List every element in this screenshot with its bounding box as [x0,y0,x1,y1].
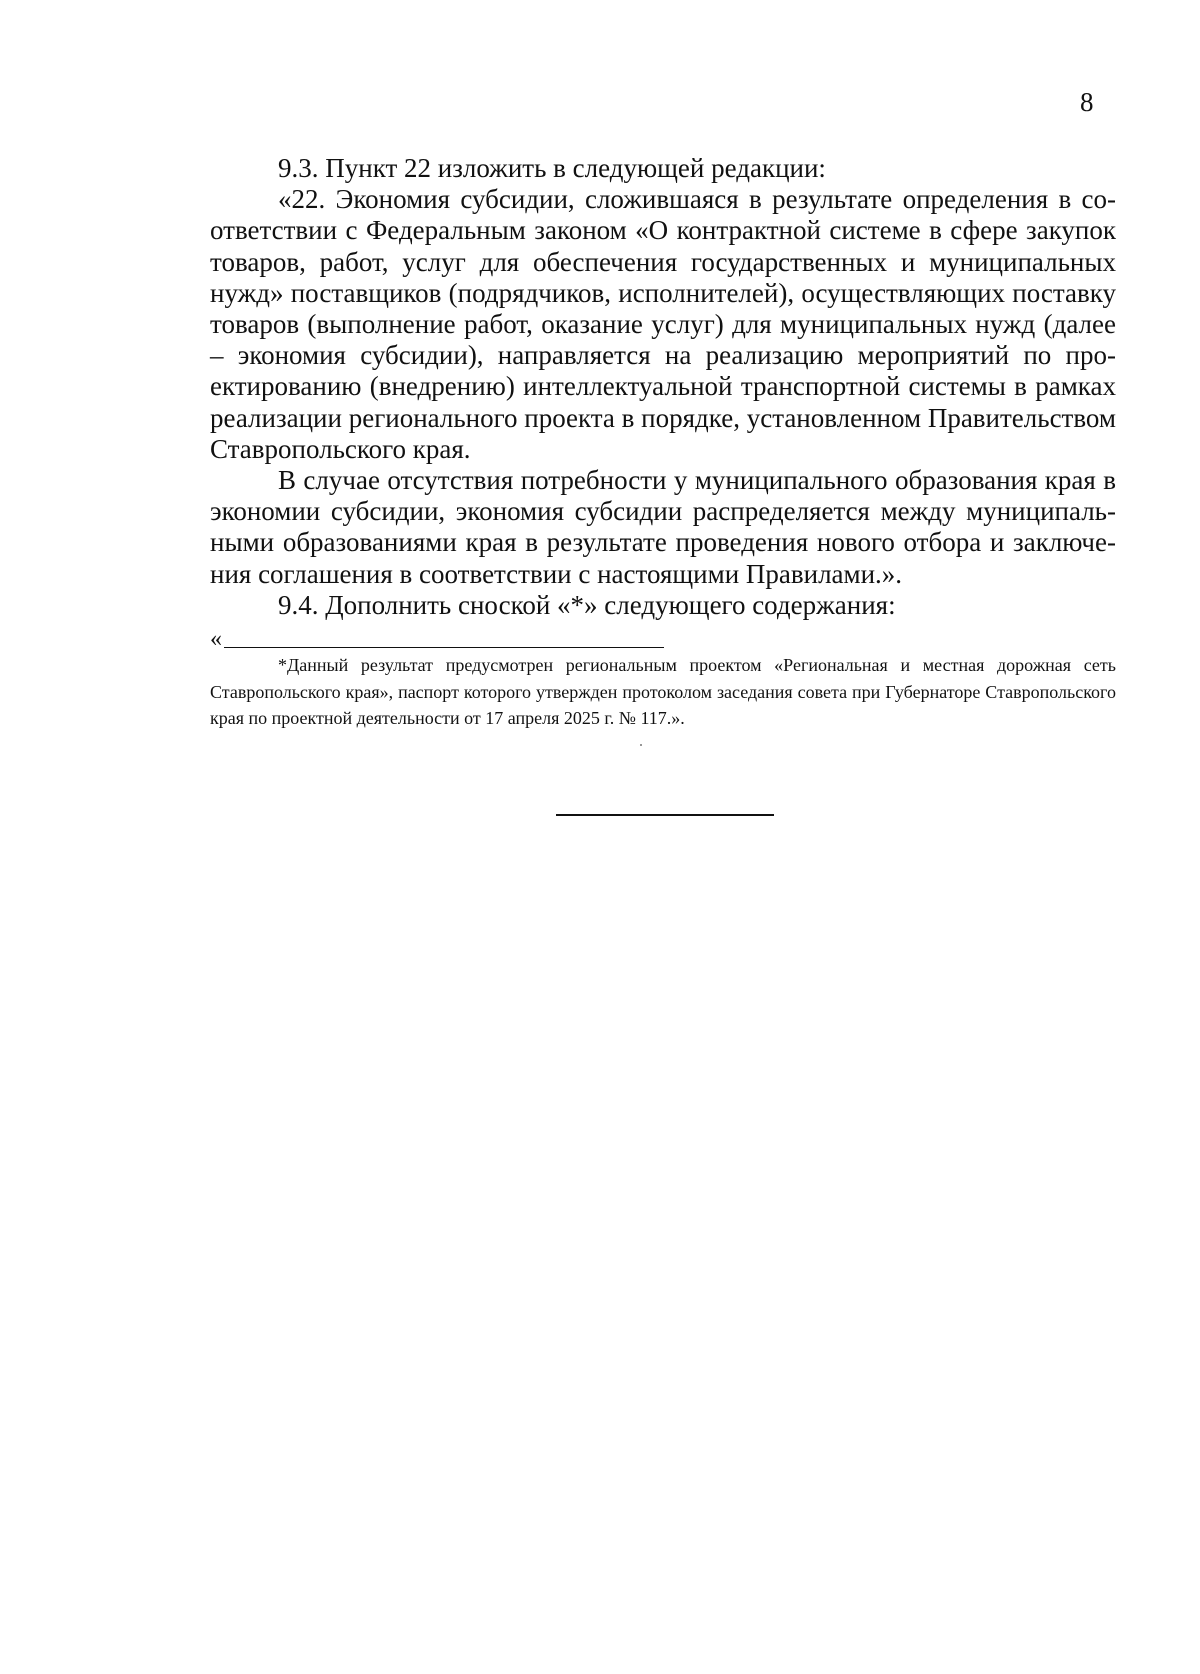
end-of-document-line [556,814,774,816]
main-text [210,153,1116,621]
scan-speck [640,744,642,746]
paragraph-no-need: В случае отсутствия потребности у муниципального образования края в экономии субсидии, экономия субсидии распределяется между муниципальными образованиями края в результате проведения нового отбора и заключения соглашения в соответствии с настоящими Правилами.». [210,465,1116,589]
footnote-separator [210,626,610,652]
paragraph-9-3: 9.3. Пункт 22 изложить в следующей редакции: [278,153,826,183]
footnote-open-quote: « [210,626,222,652]
paragraph-22-text: «22. Экономия субсидии, сложившаяся в результате определения в соответствии с Федеральным законом «О контрактной системе в сфере закупок товаров, работ, услуг для обеспечения государственных и муниципальных нужд» поставщиков (подрядчиков, исполнителей), осуществляющих поставку товаров (выполнение работ, оказание услуг) для муниципальных нужд (далее – экономия субсидии), направляется на реализацию мероприятий по проектированию (внедрению) интеллектуальной транспортной системы в рамках реализации регионального проекта в порядке, установленном Правительством Ставропольского края. [210,184,1116,464]
footnote-text: *Данный результат предусмотрен региональным проектом «Региональная и местная дорожная сеть Ставропольского края», паспорт которого утвержден протоколом заседания совета при Губернаторе Ставропольского края по проектной деятельности от 17 апреля 2025 г. № 117.». [210,655,1116,728]
paragraph-9-4: 9.4. Дополнить сноской «*» следующего содержания: [278,589,896,620]
footnote-separator-line [224,647,664,648]
footnote [210,652,1116,732]
page-number: 8 [1080,87,1094,117]
